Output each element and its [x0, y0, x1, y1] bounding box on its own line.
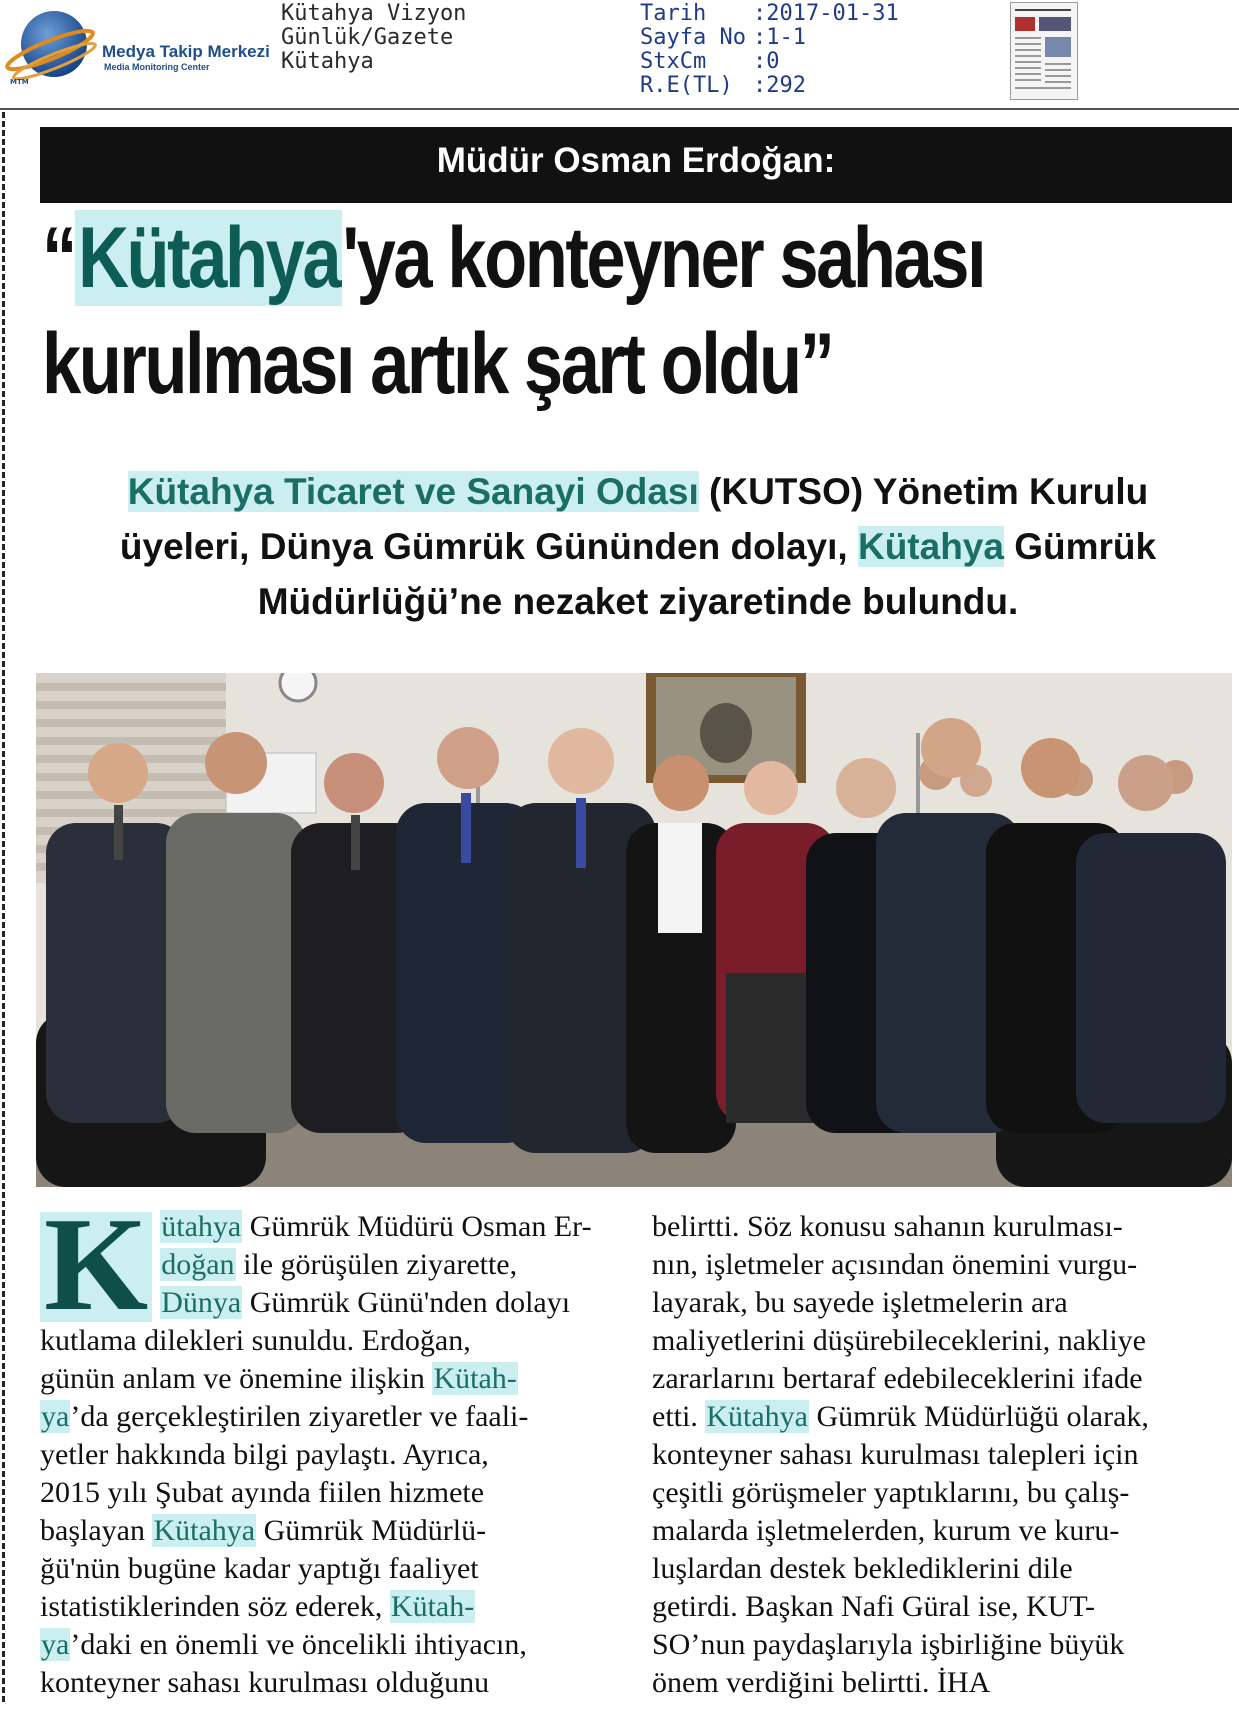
deck-text: (KUTSO) Yönetim Kurulu — [698, 471, 1149, 512]
headline-line-1-rest: 'ya konteyner sahası — [342, 210, 985, 306]
body-line — [40, 1360, 625, 1398]
body-text: Gümrük Müdürlüğü olarak, — [808, 1400, 1149, 1433]
body-highlight: ya — [41, 1400, 70, 1433]
body-line — [40, 1588, 625, 1626]
body-highlight: Kütah- — [433, 1362, 517, 1395]
body-line — [40, 1626, 625, 1664]
body-line: zararlarını bertaraf edebileceklerini ifade — [652, 1362, 1143, 1395]
body-line: SO’nun paydaşlarıyla işbirliğine büyük — [652, 1628, 1125, 1661]
body-line: konteyner sahası kurulması talepleri için — [652, 1438, 1139, 1471]
thumb-line — [1045, 81, 1071, 83]
body-line — [40, 1398, 625, 1436]
body-line: maliyetlerini düşürebileceklerini, nakliye — [652, 1324, 1146, 1357]
meta-value: :0 — [753, 49, 780, 74]
thumb-block — [1039, 17, 1071, 31]
header-divider — [0, 108, 1239, 110]
brand-name: Medya Takip Merkezi — [102, 42, 270, 61]
headline-highlight: Kütahya — [75, 210, 343, 306]
deck-line-3: Müdürlüğü’ne nezaket ziyaretinde bulundu. — [257, 581, 1019, 622]
body-text: ’daki en önemli ve öncelikli ihtiyacın, — [70, 1628, 527, 1661]
thumb-line — [1015, 87, 1071, 89]
meta-row-page — [640, 26, 899, 50]
brand-subtitle: Media Monitoring Center — [104, 62, 210, 72]
body-highlight: doğan — [161, 1248, 235, 1281]
thumb-line — [1015, 61, 1041, 63]
body-text: Gümrük Günü'nden dolayı — [242, 1286, 571, 1319]
clipping-meta — [640, 2, 899, 98]
body-line: belirtti. Söz konusu sahanın kurulması- — [652, 1210, 1123, 1243]
article-headline — [42, 205, 1022, 417]
body-line: getirdi. Başkan Nafi Güral ise, KUT- — [652, 1590, 1095, 1623]
headline-line-2: kurulması artık şart oldu” — [42, 316, 833, 412]
left-dashed-rule — [2, 112, 5, 1702]
body-highlight: Kütahya — [153, 1514, 256, 1547]
body-line: ğü'nün bugüne kadar yaptığı faaliyet — [40, 1552, 479, 1585]
body-line: çeşitli görüşmeler yaptıklarını, bu çalış- — [652, 1476, 1130, 1509]
body-line: luşlardan destek beklediklerini dile — [652, 1552, 1073, 1585]
meta-value: :292 — [753, 73, 806, 98]
headline-open-quote: “ — [42, 210, 75, 306]
body-line: konteyner sahası kurulması olduğunu — [40, 1666, 490, 1699]
thumb-line — [1015, 55, 1041, 57]
headline-line-1 — [42, 205, 1022, 311]
body-line: önem verdiğini belirtti. İHA — [652, 1666, 991, 1699]
thumb-line — [1045, 75, 1071, 77]
body-highlight: Kütah- — [390, 1590, 475, 1623]
body-text: ’da gerçekleştirilen ziyaretler ve faali- — [70, 1400, 529, 1433]
body-line: malarda işletmelerden, kurum ve kuru- — [652, 1514, 1120, 1547]
publication-info — [281, 2, 466, 74]
deck-text: üyeleri, Dünya Gümrük Gününden dolayı, — [119, 526, 858, 567]
group-photo-illustration — [36, 673, 1232, 1187]
deck-line-2 — [42, 519, 1234, 574]
thumb-line — [1015, 43, 1041, 45]
body-highlight: ütahya — [161, 1210, 242, 1243]
body-line — [652, 1398, 1237, 1436]
publication-city: Kütahya — [281, 49, 374, 74]
publication-name: Kütahya Vizyon — [281, 1, 467, 26]
deck-highlight: Kütahya — [857, 526, 1004, 567]
brand-abbr: MTM — [10, 78, 29, 86]
meta-row-date — [640, 2, 899, 26]
body-highlight: Dünya — [161, 1286, 242, 1319]
meta-value: :1-1 — [753, 25, 806, 50]
body-line — [40, 1512, 625, 1550]
thumb-block — [1015, 17, 1035, 31]
deck-line-1 — [42, 464, 1234, 519]
body-line: nın, işletmeler açısından önemini vurgu- — [652, 1248, 1138, 1281]
meta-label: Tarih — [640, 1, 707, 26]
thumb-line — [1015, 73, 1041, 75]
deck-highlight: Kütahya Ticaret ve Sanayi Odası — [127, 471, 699, 512]
body-highlight: Kütahya — [706, 1400, 808, 1433]
thumb-line — [1045, 69, 1071, 71]
group-photo — [36, 673, 1232, 1187]
globe-logo-icon — [4, 6, 100, 86]
body-text: etti. — [652, 1400, 706, 1433]
meta-label: StxCm — [640, 49, 707, 74]
body-line: yetler hakkında bilgi paylaştı. Ayrıca, — [40, 1438, 489, 1471]
article-body-left — [40, 1190, 625, 1702]
body-text: istatistiklerinden söz ederek, — [40, 1590, 390, 1623]
thumb-line — [1015, 37, 1041, 39]
body-highlight: ya — [41, 1628, 70, 1661]
body-text: ile görüşülen ziyarette, — [235, 1248, 518, 1281]
thumb-line — [1015, 79, 1041, 81]
body-line: layarak, bu sayede işletmelerin ara — [652, 1286, 1068, 1319]
drop-cap: K — [40, 1212, 152, 1322]
meta-label: Sayfa No — [640, 25, 746, 50]
article-body-right — [652, 1208, 1237, 1702]
article-deck — [42, 464, 1234, 629]
wall-clock-icon — [280, 673, 316, 701]
publication-frequency: Günlük/Gazete — [281, 25, 454, 50]
page-thumbnail[interactable] — [1010, 2, 1078, 100]
body-line: 2015 yılı Şubat ayında fiilen hizmete — [40, 1476, 485, 1509]
thumb-block — [1045, 37, 1071, 57]
thumb-line — [1045, 63, 1071, 65]
meta-row-stxcm — [640, 50, 899, 74]
thumb-line — [1015, 49, 1041, 51]
body-text: başlayan — [40, 1514, 153, 1547]
thumb-line — [1015, 67, 1041, 69]
thumb-line — [1015, 9, 1071, 11]
brand-logo — [4, 6, 276, 86]
body-text: Gümrük Müdürü Osman Er- — [242, 1210, 592, 1243]
meta-value: :2017-01-31 — [753, 1, 899, 26]
body-text: Gümrük Müdürlü- — [256, 1514, 487, 1547]
deck-text: Gümrük — [1003, 526, 1157, 567]
meta-row-re — [640, 74, 899, 98]
meta-label: R.E(TL) — [640, 73, 733, 98]
body-line: kutlama dilekleri sunuldu. Erdoğan, — [40, 1324, 471, 1357]
article-kicker: Müdür Osman Erdoğan: — [40, 127, 1232, 203]
body-text: günün anlam ve önemine ilişkin — [40, 1362, 433, 1395]
